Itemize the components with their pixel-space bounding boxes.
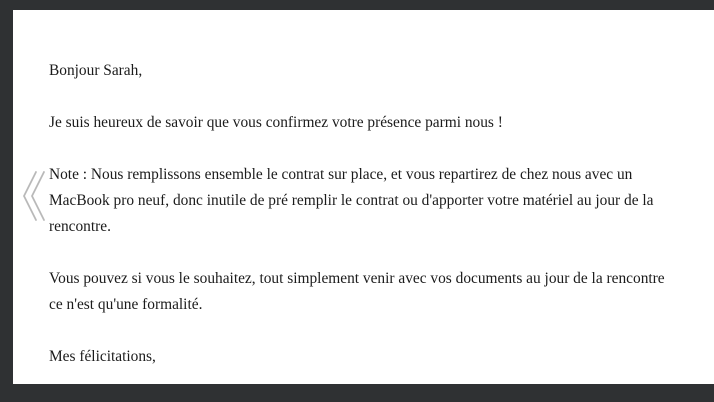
email-greeting: Bonjour Sarah, <box>49 62 143 79</box>
email-body <box>49 58 709 370</box>
email-paragraph-confirmation: Je suis heureux de savoir que vous confirmez votre présence parmi nous ! <box>49 114 503 131</box>
note-line: rencontre. <box>49 218 111 235</box>
note-line: MacBook pro neuf, donc inutile de pré remplir le contrat ou d'apporter votre matériel au jour de la <box>49 192 654 209</box>
documents-line: Vous pouvez si vous le souhaitez, tout simplement venir avec vos documents au jour de la rencontre <box>49 270 665 287</box>
email-paragraph-documents <box>49 266 709 318</box>
email-paragraph-note <box>49 162 709 240</box>
window-top-bar <box>0 0 714 10</box>
window-bottom-bar <box>0 384 714 402</box>
previous-button[interactable] <box>20 168 50 224</box>
chevron-left-icon <box>20 168 50 224</box>
documents-line: ce n'est qu'une formalité. <box>49 296 203 313</box>
email-closing: Mes félicitations, <box>49 348 156 365</box>
note-line: Note : Nous remplissons ensemble le contrat sur place, et vous repartirez de chez nous avec un <box>49 166 633 183</box>
window-left-edge <box>0 10 13 384</box>
